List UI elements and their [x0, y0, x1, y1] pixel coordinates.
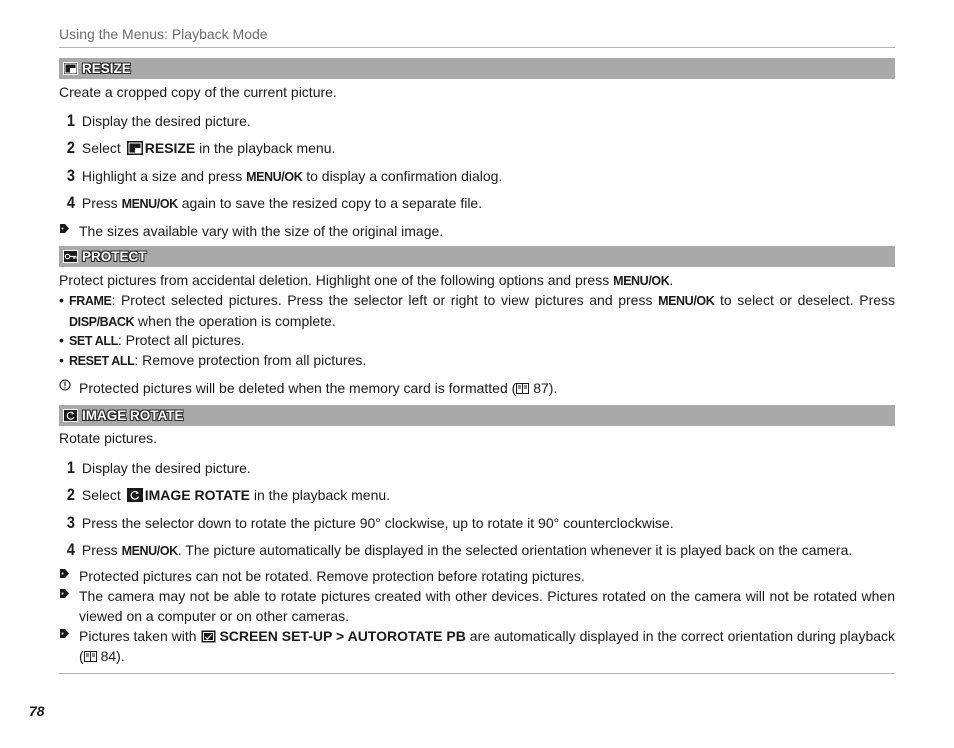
caution-text — [79, 378, 895, 398]
protect-title: PROTECT — [82, 249, 147, 264]
rotate-note-2 — [59, 586, 895, 626]
menu-item-name: RESIZE — [144, 140, 196, 156]
step-text: in the playback menu. — [253, 487, 391, 503]
disp-back-key: DISP/BACK — [69, 315, 135, 329]
protect-intro — [59, 272, 673, 288]
step-text: in the playback menu. — [199, 140, 336, 156]
step-text: Press the selector down to rotate the picture 90° clockwise, up to rotate it 90° counterclockwise. — [81, 515, 674, 531]
menu-ok-key: MENU/OK — [121, 544, 178, 558]
step-text: Select — [81, 487, 121, 503]
step-text: Display the desired picture. — [81, 460, 251, 476]
step-number: 3 — [66, 513, 75, 532]
protect-bullet-frame — [59, 290, 895, 332]
bullet-text — [69, 350, 895, 371]
bullet-desc: : Protect all pictures. — [117, 332, 245, 348]
menu-ok-key: MENU/OK — [613, 274, 670, 288]
step-number: 1 — [66, 458, 75, 477]
bullet-desc: when the operation is complete. — [138, 313, 336, 329]
step-text: Press — [81, 195, 118, 211]
step-text: . The picture automatically be displayed in the selected orientation whenever it is played back on the camera. — [177, 542, 853, 558]
page-ref: 87). — [533, 380, 558, 396]
step-text: Press — [81, 542, 118, 558]
note-text: Protected pictures can not be rotated. Remove protection before rotating pictures. — [79, 568, 585, 584]
menu-ok-key: MENU/OK — [246, 170, 303, 184]
note-text: The camera may not be able to rotate pictures created with other devices. Pictures rotated on the camera will not be rotated when viewed on a computer or on other cameras. — [79, 588, 895, 624]
bullet-dot: • — [59, 332, 64, 348]
resize-icon — [127, 141, 143, 155]
menu-ok-key: MENU/OK — [658, 294, 715, 308]
caution-body: Protected pictures will be deleted when the memory card is formatted ( — [79, 380, 517, 396]
book-icon — [516, 380, 529, 396]
page-number: 78 — [29, 703, 45, 719]
key-icon — [63, 250, 78, 263]
protect-caution — [59, 378, 895, 398]
rotate-icon — [63, 409, 78, 422]
step-number: 2 — [66, 485, 75, 504]
note-text — [79, 626, 895, 666]
bullet-text — [69, 330, 895, 351]
rotate-note-3 — [59, 626, 895, 666]
step-text: Display the desired picture. — [81, 113, 251, 129]
resize-intro: Create a cropped copy of the current picture. — [59, 84, 337, 100]
step-number: 2 — [66, 138, 75, 157]
rotate-section-bar — [59, 405, 895, 426]
bullet-desc: to select or deselect. Press — [719, 292, 896, 308]
menu-ok-key: MENU/OK — [121, 197, 178, 211]
note-icon — [59, 626, 73, 642]
resize-step-1 — [66, 111, 251, 131]
step-number: 3 — [66, 166, 75, 185]
protect-bullet-reset-all — [59, 350, 895, 371]
note-body: are automatically displayed in the correct orientation during playback ( — [79, 628, 896, 664]
rotate-step-2 — [66, 485, 390, 505]
bullet-text — [69, 290, 895, 332]
bullet-desc: : Remove protection from all pictures. — [134, 352, 367, 368]
resize-step-2 — [66, 138, 335, 158]
menu-item-name: IMAGE ROTATE — [144, 487, 250, 503]
bullet-dot: • — [59, 352, 64, 368]
rotate-intro: Rotate pictures. — [59, 430, 158, 446]
book-icon — [84, 648, 97, 664]
note-text: The sizes available vary with the size of the original image. — [79, 223, 444, 239]
step-number: 1 — [66, 111, 75, 130]
screen-setup-icon — [201, 628, 216, 644]
rotate-step-4 — [66, 540, 852, 560]
step-number: 4 — [66, 193, 75, 212]
caution-icon — [59, 378, 73, 394]
menu-path: SCREEN SET-UP > AUTOROTATE PB — [219, 628, 466, 644]
step-text: Highlight a size and press — [81, 168, 243, 184]
step-number: 4 — [66, 540, 75, 559]
protect-section-bar — [59, 246, 895, 267]
resize-step-4 — [66, 193, 482, 213]
rotate-title: IMAGE ROTATE — [82, 408, 184, 423]
step-text: Select — [81, 140, 121, 156]
option-name: RESET ALL — [69, 354, 135, 368]
intro-text: Protect pictures from accidental deletion. Highlight one of the following options and press — [59, 272, 610, 288]
step-text: to display a confirmation dialog. — [306, 168, 503, 184]
resize-section-bar — [59, 58, 895, 79]
note-icon — [59, 221, 73, 237]
intro-text: . — [669, 272, 674, 288]
rotate-note-1 — [59, 566, 895, 586]
note-icon — [59, 586, 73, 602]
rotate-step-3 — [66, 513, 674, 533]
note-icon — [59, 566, 73, 582]
header-rule — [59, 47, 895, 48]
rotate-icon — [127, 488, 143, 502]
bullet-desc: : Protect selected pictures. Press the selector left or right to view pictures and press — [111, 292, 653, 308]
resize-note — [59, 221, 895, 241]
step-text: again to save the resized copy to a separate file. — [181, 195, 483, 211]
note-body: Pictures taken with — [79, 628, 197, 644]
footer-rule — [59, 673, 895, 674]
resize-step-3 — [66, 166, 502, 186]
rotate-step-1 — [66, 458, 251, 478]
bullet-dot: • — [59, 292, 64, 308]
running-header: Using the Menus: Playback Mode — [59, 26, 268, 42]
page-ref: 84). — [100, 648, 125, 664]
resize-icon — [63, 62, 78, 75]
protect-bullet-set-all — [59, 330, 895, 351]
option-name: FRAME — [69, 294, 112, 308]
resize-title: RESIZE — [82, 61, 131, 76]
option-name: SET ALL — [69, 334, 118, 348]
